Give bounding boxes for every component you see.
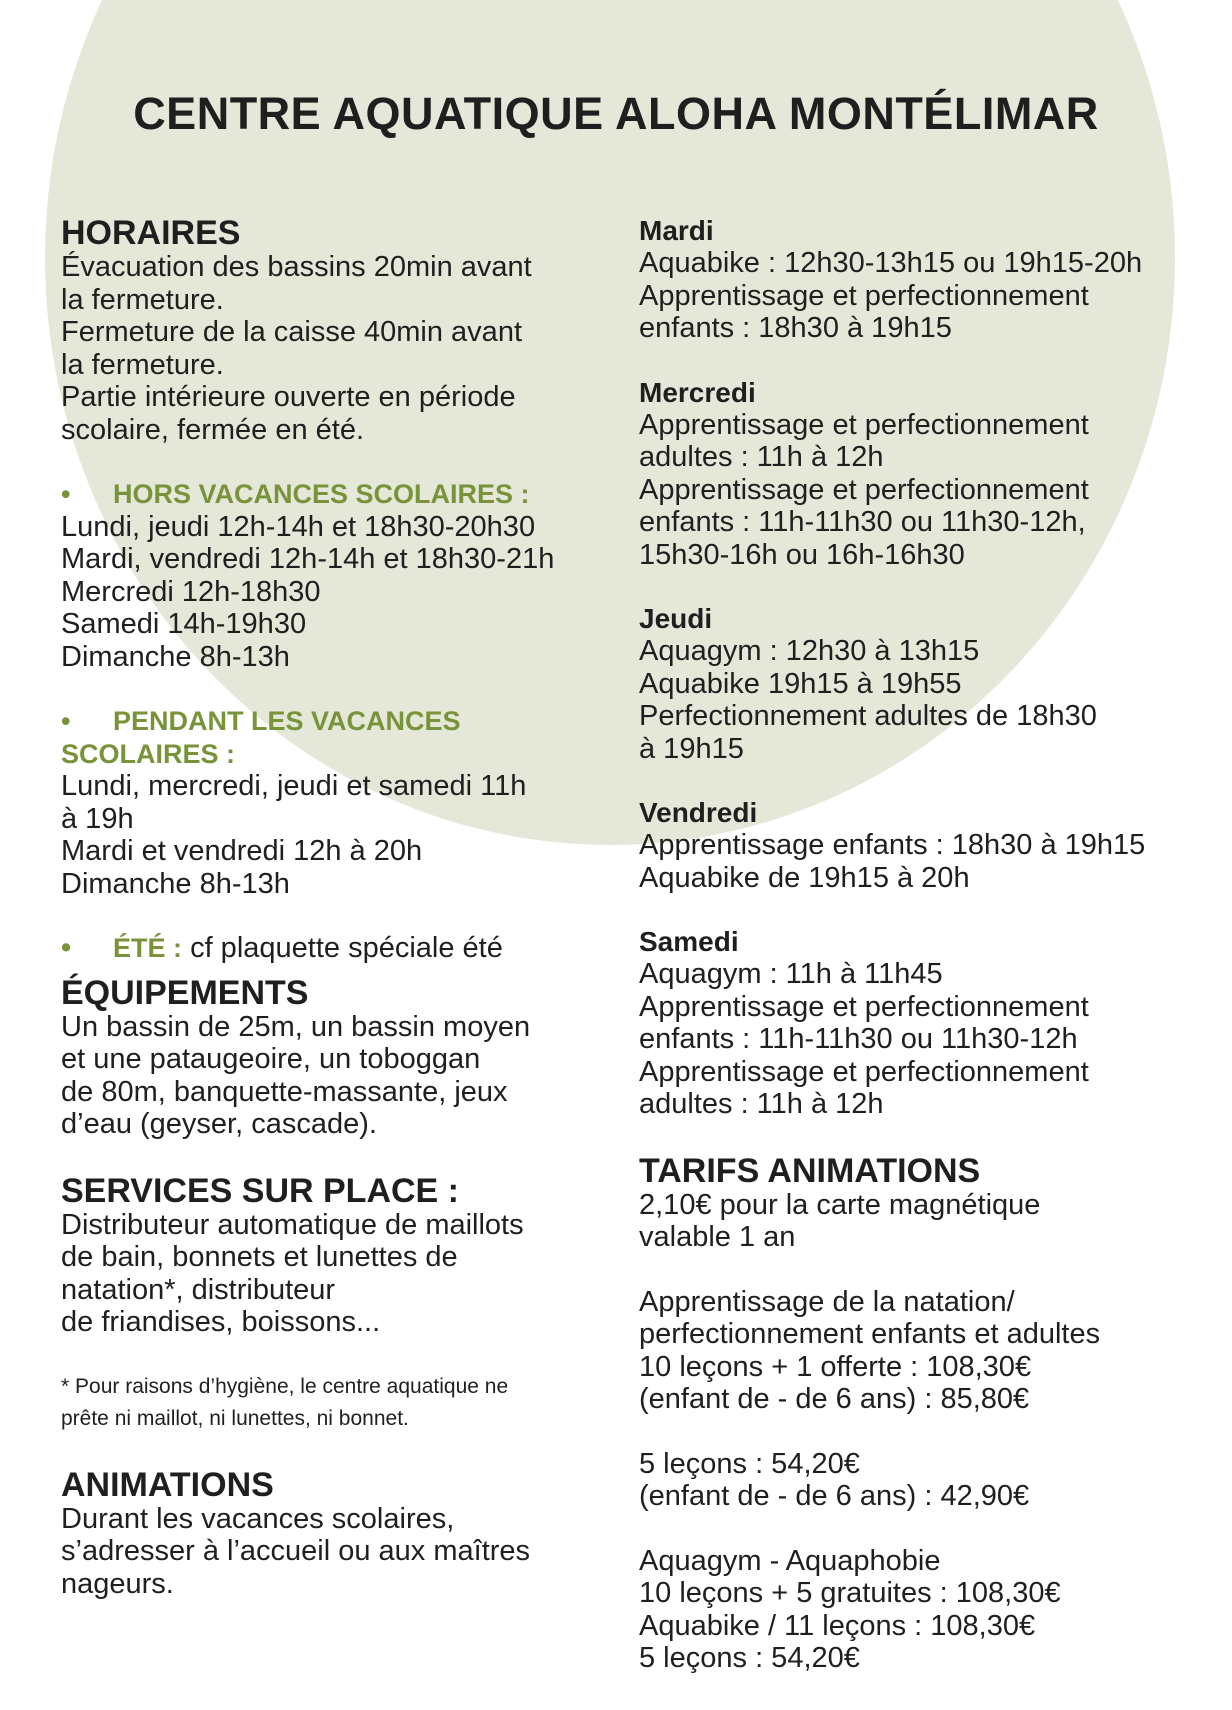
- tarifs-heading: TARIFS ANIMATIONS: [639, 1151, 981, 1190]
- services-line: de bain, bonnets et lunettes de: [61, 1241, 458, 1273]
- horaires-intro-line: Fermeture de la caisse 40min avant: [61, 316, 522, 348]
- animations-heading: ANIMATIONS: [61, 1465, 274, 1504]
- horaires-intro: [61, 251, 621, 446]
- schedule-mardi: [639, 215, 1209, 345]
- hours-line: Mardi, vendredi 12h-14h et 18h30-21h: [61, 543, 555, 575]
- schedule-line: Aquabike 19h15 à 19h55: [639, 667, 962, 700]
- hours-line: Samedi 14h-19h30: [61, 608, 307, 640]
- horaires-heading: HORAIRES: [61, 214, 241, 252]
- schedule-line: Aquagym : 12h30 à 13h15: [639, 635, 980, 667]
- day-heading: Mardi: [639, 215, 714, 246]
- schedule-line: à 19h15: [639, 732, 744, 765]
- schedule-line: Apprentissage et perfectionnement: [639, 473, 1089, 506]
- hors-vacances-label: • HORS VACANCES SCOLAIRES :: [61, 479, 530, 509]
- tarif-line: Aquagym - Aquaphobie: [639, 1544, 941, 1577]
- animations-line: Durant les vacances scolaires,: [61, 1502, 455, 1535]
- ete-line: [61, 932, 621, 965]
- vacances-section: [61, 705, 621, 900]
- ete-label: ÉTÉ :: [113, 933, 183, 963]
- tarif-group: [639, 1286, 1209, 1416]
- schedule-mercredi: [639, 377, 1209, 572]
- ete-text: cf plaquette spéciale été: [182, 932, 503, 964]
- services-line: natation*, distributeur: [61, 1273, 336, 1306]
- schedule-line: Perfectionnement adultes de 18h30: [639, 700, 1097, 732]
- services-heading: SERVICES SUR PLACE :: [61, 1171, 460, 1210]
- schedule-line: Aquabike de 19h15 à 20h: [639, 861, 970, 894]
- hours-line: Lundi, jeudi 12h-14h et 18h30-20h30: [61, 510, 536, 543]
- tarif-line: perfectionnement enfants et adultes: [639, 1318, 1101, 1350]
- vacances-label: • PENDANT LES VACANCES: [61, 706, 461, 736]
- hours-line: Dimanche 8h-13h: [61, 867, 290, 900]
- tarif-group: [639, 1189, 1209, 1254]
- bullet-icon: •: [61, 479, 71, 509]
- horaires-intro-line: la fermeture.: [61, 348, 224, 381]
- schedule-line: Aquagym : 11h à 11h45: [639, 958, 943, 990]
- equipements-line: et une pataugeoire, un toboggan: [61, 1043, 481, 1075]
- schedule-line: Apprentissage et perfectionnement: [639, 279, 1089, 312]
- bullet-icon: •: [61, 932, 72, 964]
- day-heading: Mercredi: [639, 376, 756, 408]
- equipements-line: de 80m, banquette-massante, jeux: [61, 1075, 508, 1108]
- tarif-line: (enfant de - de 6 ans) : 42,90€: [639, 1480, 1030, 1512]
- schedule-line: adultes : 11h à 12h: [639, 441, 884, 473]
- horaires-intro-line: Partie intérieure ouverte en période: [61, 381, 516, 413]
- schedule-line: enfants : 11h-11h30 ou 11h30-12h,: [639, 506, 1086, 538]
- equipements-line: d’eau (geyser, cascade).: [61, 1108, 377, 1140]
- schedule-line: Aquabike : 12h30-13h15 ou 19h15-20h: [639, 247, 1143, 279]
- horaires-intro-line: la fermeture.: [61, 283, 224, 316]
- hours-line: Dimanche 8h-13h: [61, 640, 290, 673]
- tarif-line: 5 leçons : 54,20€: [639, 1447, 860, 1480]
- animations-line: s’adresser à l’accueil ou aux maîtres: [61, 1535, 531, 1567]
- schedule-jeudi: [639, 603, 1209, 765]
- tarif-line: 2,10€ pour la carte magnétique: [639, 1188, 1041, 1221]
- bullet-icon: •: [61, 706, 71, 736]
- hygiene-note: * Pour raisons d’hygiène, le centre aquatique ne: [61, 1374, 509, 1398]
- schedule-samedi: [639, 926, 1209, 1121]
- tarif-line: valable 1 an: [639, 1221, 796, 1253]
- vacances-label-cont: SCOLAIRES :: [61, 738, 236, 769]
- schedule-line: Apprentissage et perfectionnement: [639, 1055, 1089, 1088]
- hours-line: Lundi, mercredi, jeudi et samedi 11h: [61, 770, 527, 802]
- services-line: Distributeur automatique de maillots: [61, 1208, 524, 1241]
- schedule-line: adultes : 11h à 12h: [639, 1088, 884, 1120]
- horaires-intro-line: Évacuation des bassins 20min avant: [61, 251, 532, 283]
- services-line: de friandises, boissons...: [61, 1306, 381, 1338]
- schedule-line: 15h30-16h ou 16h-16h30: [639, 538, 965, 571]
- tarif-line: Apprentissage de la natation/: [639, 1285, 1015, 1318]
- horaires-intro-line: scolaire, fermée en été.: [61, 413, 365, 446]
- left-column: [61, 215, 621, 1600]
- schedule-line: enfants : 11h-11h30 ou 11h30-12h: [639, 1023, 1078, 1055]
- equipements-heading: ÉQUIPEMENTS: [61, 973, 309, 1012]
- tarif-line: 10 leçons + 1 offerte : 108,30€: [639, 1350, 1032, 1383]
- hours-line: Mardi et vendredi 12h à 20h: [61, 835, 423, 867]
- tarif-group: [639, 1545, 1209, 1675]
- schedule-vendredi: [639, 797, 1209, 894]
- hygiene-note: prête ni maillot, ni lunettes, ni bonnet.: [61, 1406, 409, 1430]
- hors-vacances-section: [61, 478, 621, 673]
- hours-line: Mercredi 12h-18h30: [61, 575, 321, 608]
- schedule-line: Apprentissage enfants : 18h30 à 19h15: [639, 829, 1146, 861]
- day-heading: Samedi: [639, 926, 739, 957]
- day-heading: Vendredi: [639, 797, 758, 828]
- day-heading: Jeudi: [639, 603, 713, 634]
- tarif-group: [639, 1448, 1209, 1513]
- tarif-line: 5 leçons : 54,20€: [639, 1642, 860, 1674]
- hours-line: à 19h: [61, 802, 134, 835]
- animations-line: nageurs.: [61, 1567, 174, 1600]
- equipements-line: Un bassin de 25m, un bassin moyen: [61, 1010, 531, 1043]
- schedule-line: Apprentissage et perfectionnement: [639, 408, 1089, 441]
- tarif-line: Aquabike / 11 leçons : 108,30€: [639, 1609, 1036, 1642]
- tarif-line: 10 leçons + 5 gratuites : 108,30€: [639, 1577, 1061, 1609]
- schedule-line: enfants : 18h30 à 19h15: [639, 312, 952, 344]
- tarif-line: (enfant de - de 6 ans) : 85,80€: [639, 1383, 1030, 1415]
- schedule-line: Apprentissage et perfectionnement: [639, 990, 1089, 1023]
- right-column: [639, 215, 1209, 1675]
- page-title: CENTRE AQUATIQUE ALOHA MONTÉLIMAR: [133, 88, 1099, 139]
